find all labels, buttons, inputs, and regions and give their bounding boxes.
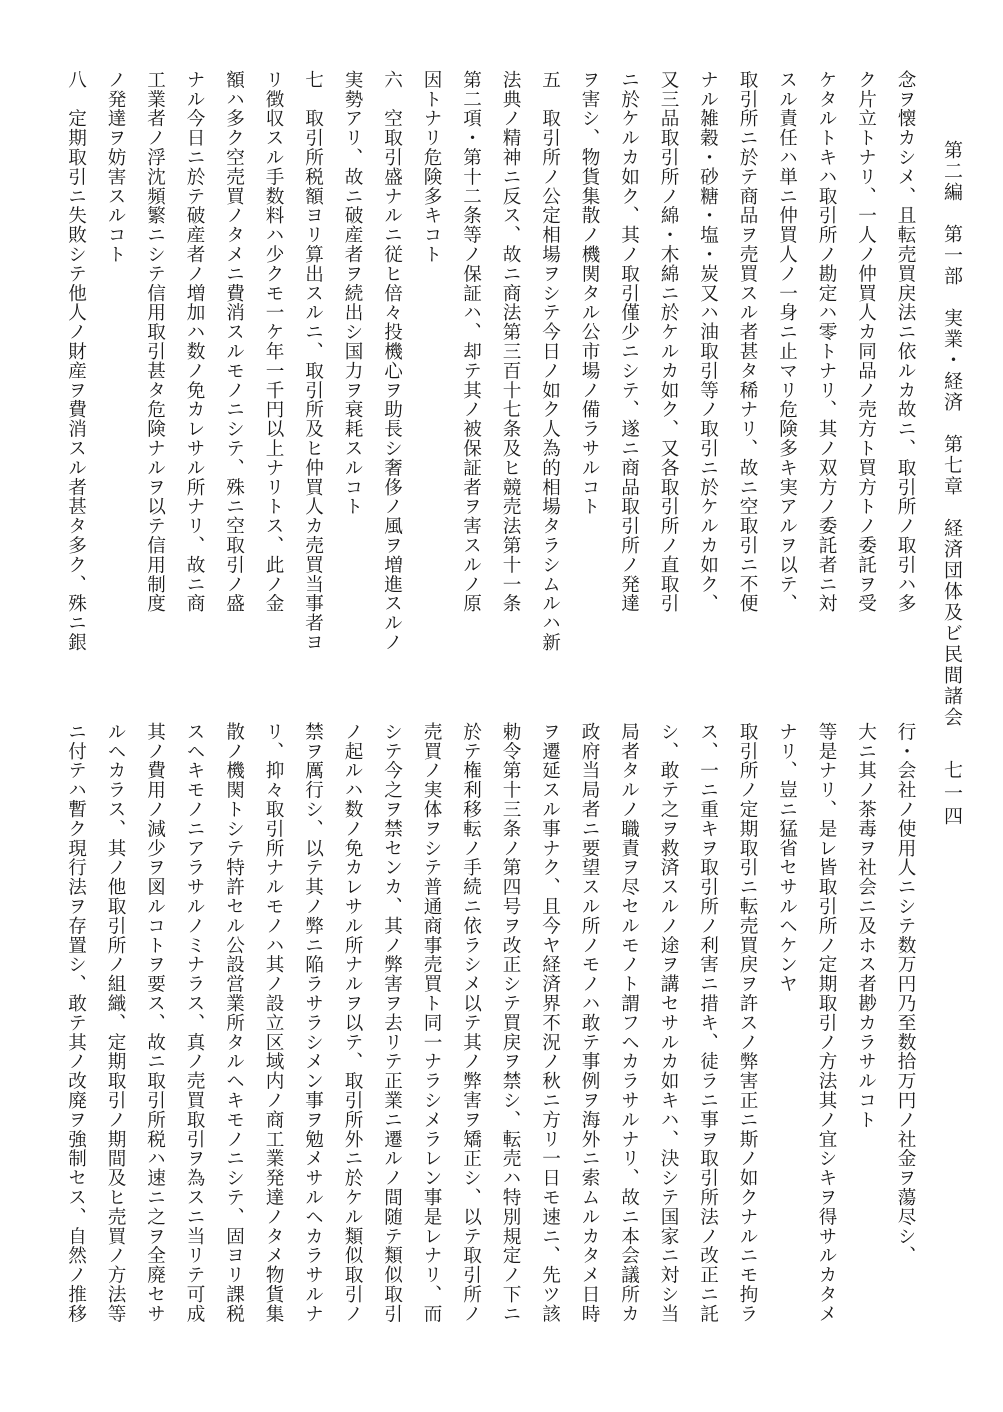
text-column: ヲ遷延スル事ナク、且今ヤ経済界不況ノ秋ニ方リ一日モ速ニ、先ツ該 [539, 722, 561, 1324]
text-column: 取引所ノ定期取引ニ転売買戻ヲ許スノ弊害正ニ斯ノ如クナルニモ拘ラ [737, 722, 758, 1324]
text-column: 又三品取引所ノ綿・木綿ニ於ケルカ如ク、又各取引所ノ直取引 [658, 70, 679, 614]
text-column: 其ノ費用ノ減少ヲ図ルコトヲ要ス、故ニ取引所税ハ速ニ之ヲ全廃セサ [144, 722, 166, 1324]
text-column: 第二項・第十二条等ノ保証ハ、却テ其ノ被保証者ヲ害スルノ原 [460, 70, 482, 614]
text-column: 等是ナリ、是レ皆取引所ノ定期取引ノ方法其ノ宜シキヲ得サルカタメ [816, 722, 837, 1324]
text-column: 五 取引所ノ公定相場ヲシテ今日ノ如ク人為的相場タラシムルハ新 [539, 70, 561, 652]
text-column: 散ノ機関トシテ特許セル公設営業所タルヘキモノニシテ、固ヨリ課税 [223, 722, 245, 1324]
page-number: 七一四 [941, 760, 963, 829]
text-column: 工業者ノ浮沈頻繁ニシテ信用取引甚タ危険ナルヲ以テ信用制度 [144, 70, 166, 614]
text-column: 八 定期取引ニ失敗シテ他人ノ財産ヲ費消スル者甚タ多ク、殊ニ銀 [65, 70, 87, 652]
text-column: ナリ、豈ニ猛省セサルヘケンヤ [776, 722, 798, 994]
text-column: 於テ権利移転ノ手続ニ依ラシメ以テ其ノ弊害ヲ矯正シ、以テ取引所ノ [460, 722, 482, 1324]
text-column: ナル今日ニ於テ破産者ノ増加ハ数ノ免カレサル所ナリ、故ニ商 [184, 70, 205, 614]
text-column: ノ発達ヲ妨害スルコト [105, 70, 126, 264]
text-column: 七 取引所税額ヨリ算出スルニ、取引所及ヒ仲買人カ売買当事者ヨ [302, 70, 324, 652]
text-column: 額ハ多ク空売買ノタメニ費消スルモノニシテ、殊ニ空取引ノ盛 [223, 70, 245, 614]
text-column: リ、抑々取引所ナルモノハ其ノ設立区域内ノ商工業発達ノタメ物貨集 [263, 722, 284, 1324]
text-column: ニ付テハ暫ク現行法ヲ存置シ、敢テ其ノ改廃ヲ強制セス、自然ノ推移 [65, 722, 87, 1324]
top-text-block [65, 70, 925, 670]
text-column: リ徴収スル手数料ハ少クモ一ケ年一千円以上ナリトス、此ノ金 [263, 70, 284, 614]
text-column: 取引所ニ於テ商品ヲ売買スル者甚タ稀ナリ、故ニ空取引ニ不便 [737, 70, 758, 614]
text-column: スル責任ハ単ニ仲買人ノ一身ニ止マリ危険多キ実アルヲ以テ、 [776, 70, 798, 614]
text-column: 実勢アリ、故ニ破産者ヲ続出シ国力ヲ衰耗スルコト [342, 70, 363, 517]
text-column: ケタルトキハ取引所ノ勘定ハ零トナリ、其ノ双方ノ委託者ニ対 [816, 70, 837, 614]
text-column: 禁ヲ厲行シ、以テ其ノ弊ニ陥ラサラシメン事ヲ勉メサルヘカラサルナ [302, 722, 324, 1324]
text-column: 大ニ其ノ茶毒ヲ社会ニ及ホス者尠カラサルコト [855, 722, 877, 1130]
text-column: スヘキモノニアラサルノミナラス、真ノ売買取引ヲ為スニ当リテ可成 [184, 722, 205, 1324]
text-column: シ、敢テ之ヲ救済スルノ途ヲ講セサルカ如キハ、決シテ国家ニ対シ当 [658, 722, 679, 1324]
text-column: 法典ノ精神ニ反ス、故ニ商法第三百十七条及ヒ競売法第十一条 [500, 70, 521, 614]
text-column: 政府当局者ニ要望スル所ノモノハ敢テ事例ヲ海外ニ索ムルカタメ日時 [579, 722, 600, 1324]
text-column: 念ヲ懐カシメ、且転売買戻法ニ依ルカ故ニ、取引所ノ取引ハ多 [895, 70, 916, 614]
text-column: 局者タルノ職責ヲ尽セルモノト謂フヘカラサルナリ、故ニ本会議所カ [618, 722, 640, 1324]
text-column: ルヘカラス、其ノ他取引所ノ組織、定期取引ノ期間及ヒ売買ノ方法等 [105, 722, 126, 1324]
text-column: ス、一ニ重キヲ取引所ノ利害ニ措キ、徒ラニ事ヲ取引所法ノ改正ニ託 [697, 722, 719, 1324]
text-column: ヲ害シ、物貨集散ノ機関タル公市場ノ備ラサルコト [579, 70, 600, 517]
text-column: ノ起ルハ数ノ免カレサル所ナルヲ以テ、取引所外ニ於ケル類似取引ノ [342, 722, 363, 1324]
text-column: 売買ノ実体ヲシテ普通商事売買ト同一ナラシメラレン事是レナリ、而 [421, 722, 442, 1324]
text-column: シテ今之ヲ禁センカ、其ノ弊害ヲ去リテ正業ニ遷ルノ間随テ類似取引 [381, 722, 403, 1324]
text-column: ナル雑穀・砂糖・塩・炭又ハ油取引等ノ取引ニ於ケルカ如ク、 [697, 70, 719, 614]
text-column: 因トナリ危険多キコト [421, 70, 442, 264]
running-header: 第二編 第一部 実業・経済 第七章 経済団体及ビ民間諸会 [941, 140, 963, 728]
text-column: 六 空取引盛ナルニ従ヒ倍々投機心ヲ助長シ奢侈ノ風ヲ増進スルノ [381, 70, 403, 652]
text-column: 行・会社ノ使用人ニシテ数万円乃至数拾万円ノ社金ヲ蕩尽シ、 [895, 722, 916, 1266]
text-column: ク片立トナリ、一人ノ仲買人カ同品ノ売方ト買方トノ委託ヲ受 [855, 70, 877, 614]
bottom-text-block [65, 722, 925, 1342]
text-column: 勅令第十三条ノ第四号ヲ改正シテ買戻ヲ禁シ、転売ハ特別規定ノ下ニ [500, 722, 521, 1324]
text-column: ニ於ケルカ如ク、其ノ取引僅少ニシテ、遂ニ商品取引所ノ発達 [618, 70, 640, 614]
